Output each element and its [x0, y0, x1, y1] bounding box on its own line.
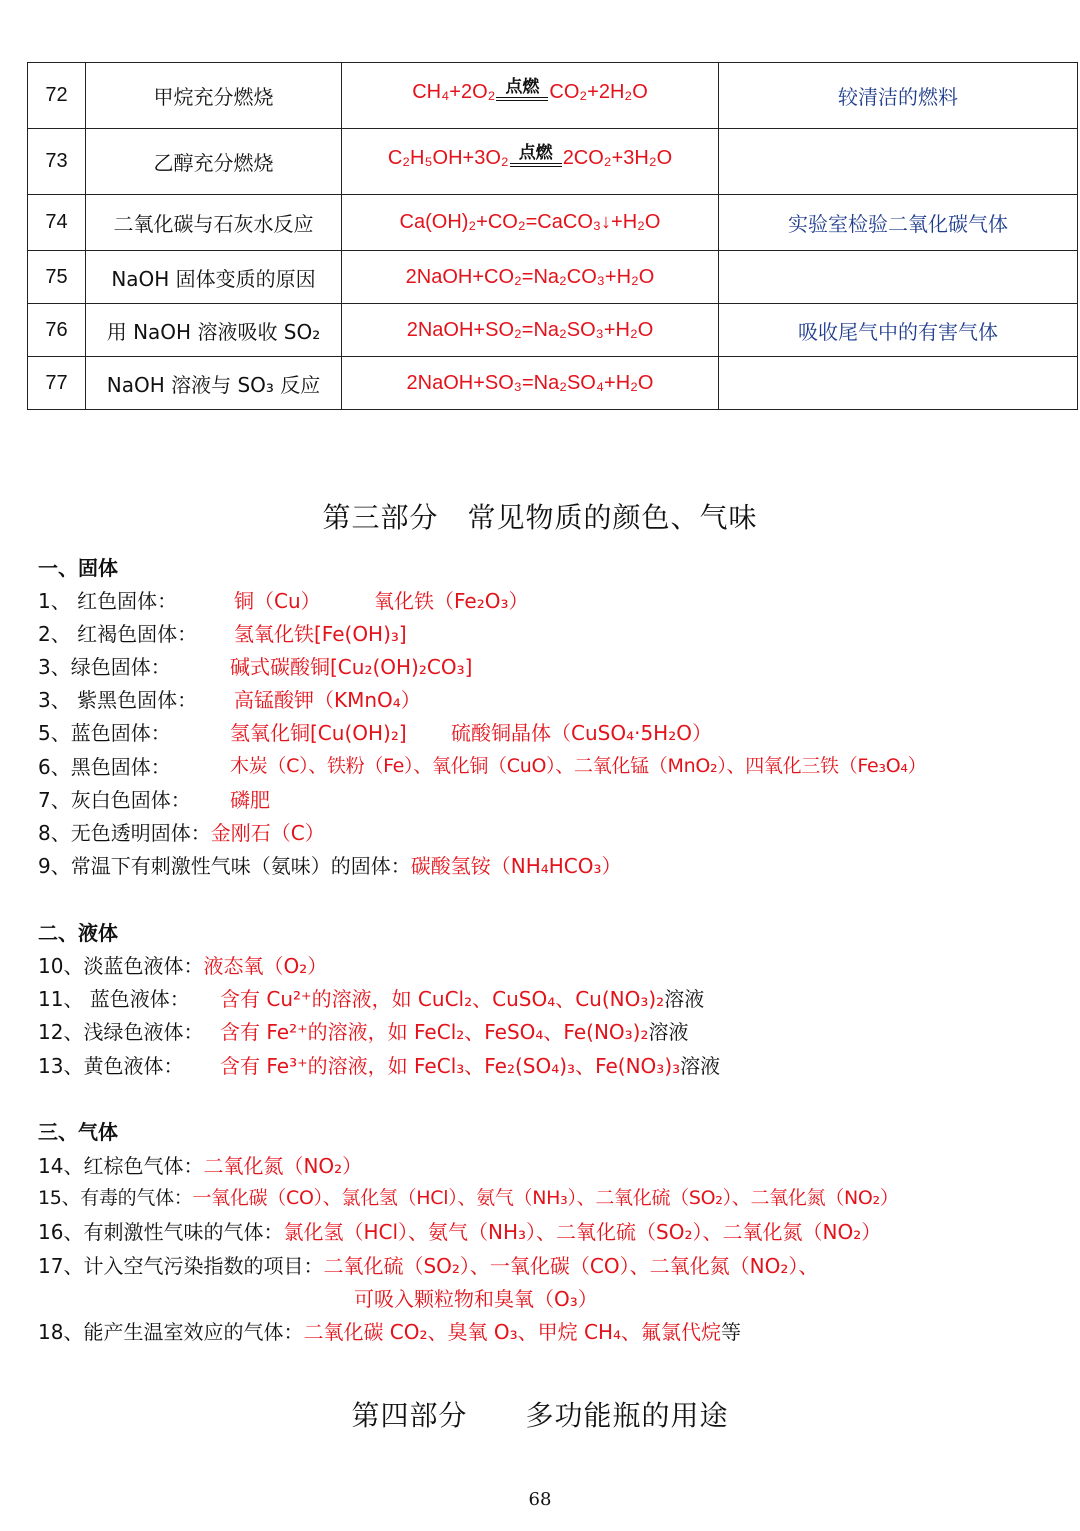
item-value: 二氧化氮（NO₂） — [203, 1154, 363, 1178]
item-label: 6、黑色固体： — [38, 755, 171, 779]
item-value: 含有 Fe³⁺的溶液， — [220, 1054, 388, 1078]
table-row — [28, 357, 1078, 410]
item-tail: 溶液 — [664, 987, 705, 1011]
condition-text: 点燃 — [518, 142, 553, 162]
list-item — [38, 784, 270, 813]
reaction-table — [27, 62, 1078, 410]
list-item — [38, 618, 407, 647]
item-label: 14、红棕色气体： — [38, 1154, 204, 1178]
list-item — [38, 1150, 362, 1179]
reaction-condition — [496, 78, 548, 101]
table-row — [28, 129, 1078, 195]
equation-products: 2CO₂+3H₂O — [562, 146, 673, 169]
item-value: 氯化氢（HCl）、氨气（NH₃）、二氧化硫（SO₂）、二氧化氮（NO₂） — [283, 1220, 882, 1244]
table-row — [28, 63, 1078, 129]
item-value: 磷肥 — [230, 788, 270, 812]
reaction-equation — [342, 63, 719, 129]
reaction-equation: 2NaOH+CO₂=Na₂CO₃+H₂O — [342, 251, 719, 304]
item-value: 一氧化碳（CO）、氯化氢（HCl）、氨气（NH₃）、二氧化硫（SO₂）、二氧化氮（NO₂） — [192, 1187, 899, 1209]
reaction-name: 二氧化碳与石灰水反应 — [86, 195, 342, 251]
item-value-continued: 可吸入颗粒物和臭氧（O₃） — [354, 1287, 598, 1311]
list-item — [38, 1250, 818, 1279]
item-value: 液态氧（O₂） — [203, 954, 328, 978]
list-item — [38, 817, 325, 846]
list-item — [38, 950, 327, 979]
item-tail: 溶液 — [680, 1054, 721, 1078]
row-number: 76 — [28, 304, 86, 357]
row-number: 74 — [28, 195, 86, 251]
reaction-equation: Ca(OH)₂+CO₂=CaCO₃↓+H₂O — [342, 195, 719, 251]
list-item — [38, 651, 473, 680]
item-label: 5、蓝色固体： — [38, 721, 171, 745]
item-label: 2、 红褐色固体： — [38, 622, 198, 646]
item-label: 3、 紫黑色固体： — [38, 688, 198, 712]
list-item — [38, 1050, 721, 1079]
item-value-2: 氧化铁（Fe₂O₃） — [374, 589, 529, 613]
reaction-use: 实验室检验二氧化碳气体 — [719, 195, 1078, 251]
item-label: 11、 蓝色液体： — [38, 987, 190, 1011]
reaction-use: 吸收尾气中的有害气体 — [719, 304, 1078, 357]
item-value: 二氧化硫（SO₂）、一氧化碳（CO）、二氧化氮（NO₂）、 — [323, 1254, 819, 1278]
item-value: 铜（Cu） — [234, 589, 321, 613]
row-number: 75 — [28, 251, 86, 304]
list-item — [38, 1316, 741, 1345]
equation-products: CO₂+2H₂O — [549, 80, 648, 103]
list-item — [38, 1216, 881, 1245]
reaction-equation: 2NaOH+SO₃=Na₂SO₄+H₂O — [342, 357, 719, 410]
item-label: 13、黄色液体： — [38, 1054, 184, 1078]
item-label: 15、有毒的气体： — [38, 1187, 193, 1209]
item-label: 9、常温下有刺激性气味（氨味）的固体： — [38, 854, 411, 878]
list-item — [38, 983, 705, 1012]
condition-text: 点燃 — [505, 76, 540, 96]
item-value: 碱式碳酸铜[Cu₂(OH)₂CO₃] — [230, 655, 473, 679]
item-tail: 等 — [721, 1320, 742, 1344]
reaction-equation — [342, 129, 719, 195]
item-label: 1、 红色固体： — [38, 589, 178, 613]
table-row — [28, 195, 1078, 251]
list-item — [38, 751, 927, 780]
item-value-2: 如 FeCl₂、FeSO₄、Fe(NO₃)₂ — [387, 1020, 649, 1044]
item-value: 金刚石（C） — [210, 821, 325, 845]
part3-title: 第三部分 常见物质的颜色、气味 — [322, 501, 758, 534]
item-label: 8、无色透明固体： — [38, 821, 211, 845]
item-value: 氢氧化铁[Fe(OH)₃] — [234, 622, 407, 646]
item-value: 二氧化碳 CO₂、臭氧 O₃、甲烷 CH₄、氟氯代烷 — [303, 1320, 722, 1344]
table-row — [28, 304, 1078, 357]
reaction-condition — [510, 144, 562, 167]
reaction-use: 较清洁的燃料 — [719, 63, 1078, 129]
section-heading-gas: 三、气体 — [38, 1120, 118, 1144]
item-label: 3、绿色固体： — [38, 655, 171, 679]
item-label: 7、灰白色固体： — [38, 788, 191, 812]
page-number: 68 — [528, 1489, 552, 1510]
row-number: 72 — [28, 63, 86, 129]
reaction-use — [719, 129, 1078, 195]
list-item — [38, 684, 421, 713]
item-value-2: 硫酸铜晶体（CuSO₄·5H₂O） — [451, 721, 712, 745]
item-value: 含有 Cu²⁺的溶液， — [220, 987, 392, 1011]
list-item — [38, 717, 712, 746]
item-value: 碳酸氢铵（NH₄HCO₃） — [410, 854, 622, 878]
list-item-continuation — [354, 1283, 598, 1312]
item-label: 12、浅绿色液体： — [38, 1020, 204, 1044]
item-value-2: 如 FeCl₃、Fe₂(SO₄)₃、Fe(NO₃)₃ — [387, 1054, 681, 1078]
table-row — [28, 251, 1078, 304]
item-label: 17、计入空气污染指数的项目： — [38, 1254, 324, 1278]
reaction-name: NaOH 固体变质的原因 — [86, 251, 342, 304]
list-item — [38, 1183, 899, 1210]
item-label: 10、淡蓝色液体： — [38, 954, 204, 978]
item-value: 木炭（C）、铁粉（Fe）、氧化铜（CuO）、二氧化锰（MnO₂）、四氧化三铁（Fe₃O₄） — [230, 755, 927, 777]
equation-reactants: C₂H₅OH+3O₂ — [387, 146, 509, 169]
reaction-use — [719, 251, 1078, 304]
item-value: 含有 Fe²⁺的溶液， — [220, 1020, 388, 1044]
section-heading-solid: 一、固体 — [38, 556, 118, 580]
reaction-name: NaOH 溶液与 SO₃ 反应 — [86, 357, 342, 410]
equation-reactants: CH₄+2O₂ — [412, 80, 496, 103]
list-item — [38, 850, 622, 879]
item-tail: 溶液 — [648, 1020, 689, 1044]
reaction-use — [719, 357, 1078, 410]
list-item — [38, 585, 529, 614]
item-value-2: 如 CuCl₂、CuSO₄、Cu(NO₃)₂ — [391, 987, 665, 1011]
item-label: 16、有刺激性气味的气体： — [38, 1220, 284, 1244]
row-number: 77 — [28, 357, 86, 410]
part4-title: 第四部分 多功能瓶的用途 — [351, 1399, 729, 1432]
row-number: 73 — [28, 129, 86, 195]
reaction-name: 乙醇充分燃烧 — [86, 129, 342, 195]
section-heading-liquid: 二、液体 — [38, 921, 118, 945]
reaction-name: 用 NaOH 溶液吸收 SO₂ — [86, 304, 342, 357]
list-item — [38, 1016, 689, 1045]
item-label: 18、能产生温室效应的气体： — [38, 1320, 304, 1344]
item-value: 高锰酸钾（KMnO₄） — [234, 688, 421, 712]
item-value: 氢氧化铜[Cu(OH)₂] — [230, 721, 407, 745]
reaction-name: 甲烷充分燃烧 — [86, 63, 342, 129]
reaction-equation: 2NaOH+SO₂=Na₂SO₃+H₂O — [342, 304, 719, 357]
